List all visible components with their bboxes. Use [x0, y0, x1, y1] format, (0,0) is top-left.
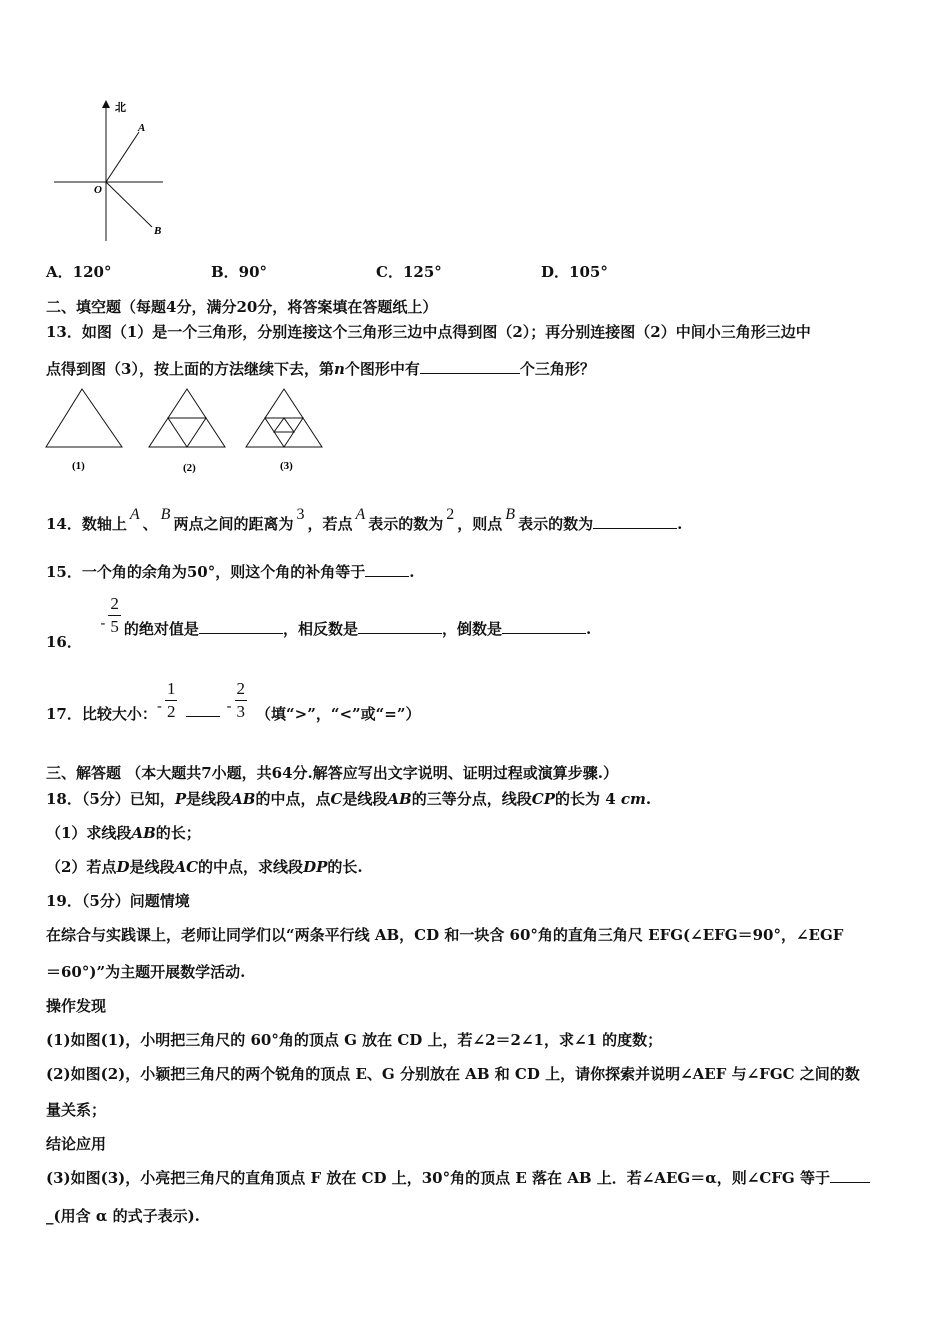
q16-text-3: ，倒数是: [441, 619, 502, 638]
q18-sub1-ab: AB: [131, 824, 156, 842]
section3-title: 三、解答题 （本大题共7小题，共64分.解答应写出文字说明、证明过程或演算步骤.）: [46, 764, 618, 782]
q18-stem: [46, 788, 651, 809]
caption-1: (1): [72, 460, 85, 472]
q17-label: 17．比较大小：: [46, 704, 157, 723]
q14-text-1: 14．数轴上: [46, 515, 127, 533]
q14-end: .: [677, 515, 683, 533]
q14-text-5: ，则点: [457, 515, 503, 533]
q18-text-1: 18．（5分）已知，: [46, 790, 175, 808]
q19-step-2b: 量关系；: [46, 1101, 107, 1119]
q18-ab: AB: [231, 790, 256, 808]
q13-answer-blank[interactable]: [420, 359, 520, 374]
section2-title: 二、填空题（每题4分，满分20分，将答案填在答题纸上）: [46, 298, 438, 316]
q19-step-1: (1)如图(1)，小明把三角尺的 60°角的顶点 G 放在 CD 上，若∠2＝2∠1，求∠1 的度数；: [46, 1031, 663, 1049]
q16-rest: [124, 620, 591, 638]
triangle-figures: [42, 385, 332, 480]
q19-step-3a-text: (3)如图(3)，小亮把三角尺的直角顶点 F 放在 CD 上，30°角的顶点 E 落在 AB 上．若∠AEG＝α，则∠CFG 等于: [46, 1169, 830, 1187]
q18-text-4: 是线段: [342, 790, 388, 808]
q16-frac-den: 5: [110, 617, 119, 636]
q14-three: 3: [296, 506, 305, 523]
option-b: B．90°: [211, 263, 268, 281]
point-o-label: O: [94, 184, 102, 196]
q14-answer-blank[interactable]: [593, 514, 677, 529]
q18-cm: cm: [620, 790, 646, 808]
q18-text-6: 的长为 4: [554, 790, 616, 808]
ray-oa: [106, 132, 139, 182]
q19-title: 19．（5分）问题情境: [46, 892, 190, 910]
q16-negative-sign: -: [100, 613, 106, 632]
q18-sub1-text-a: （1）求线段: [46, 824, 132, 842]
q13-text-a: 点得到图（3），按上面的方法继续下去，第: [46, 360, 334, 378]
triangle-fig-1: [46, 389, 122, 447]
q18-sub2-text-a: （2）若点: [46, 858, 117, 876]
q14-b-2: B: [505, 506, 516, 523]
q19-answer-blank[interactable]: [830, 1168, 870, 1183]
q19-heading-2: 结论应用: [46, 1135, 107, 1153]
q14-b: B: [160, 506, 171, 523]
q16: [46, 593, 592, 651]
q18-sub1: [46, 822, 201, 843]
q16-opposite-blank[interactable]: [358, 619, 442, 634]
q14-sep: 、: [142, 515, 158, 533]
q16-frac-num: 2: [108, 593, 121, 616]
q14-a-2: A: [355, 506, 366, 523]
q18-sub2-text-b: 是线段: [129, 858, 175, 876]
q17-neg-2: -: [226, 696, 232, 715]
q19-intro-2: ＝60°)”为主题开展数学活动.: [46, 963, 246, 981]
q18-d: D: [116, 858, 130, 876]
q17-hint: （填“>”，“<”或“=”）: [256, 704, 421, 723]
q13-text-c: 个三角形？: [519, 360, 595, 378]
q18-sub2-text-c: 的中点，求线段: [198, 858, 304, 876]
q19-intro-1: 在综合与实践课上，老师让同学们以“两条平行线 AB，CD 和一块含 60°角的直角三角尺 EFG(∠EFG＝90°，∠EGF: [46, 926, 844, 944]
q18-sub2: [46, 856, 363, 877]
q18-c: C: [330, 790, 343, 808]
q19-step-3b: [46, 1205, 200, 1226]
q17-f2-num: 2: [235, 678, 248, 701]
point-a-label: A: [138, 122, 146, 134]
triangle-fig-3: [246, 389, 322, 447]
q19-step-3b-text: (用含 α 的式子表示).: [53, 1207, 200, 1225]
q14-text-3: ，若点: [307, 515, 353, 533]
option-c: C．125°: [376, 263, 442, 281]
q19-heading-1: 操作发现: [46, 997, 107, 1015]
q13-line2: [46, 358, 595, 379]
q16-number: 16．: [46, 632, 82, 651]
q15: [46, 561, 414, 582]
point-b-label: B: [154, 225, 162, 237]
q18-ac: AC: [174, 858, 199, 876]
q17-f2-den: 3: [236, 702, 246, 721]
q18-sub1-text-b: 的长；: [155, 824, 201, 842]
q18-ab-2: AB: [387, 790, 412, 808]
q16-abs-blank[interactable]: [199, 619, 283, 634]
q13-line1: 13．如图（1）是一个三角形，分别连接这个三角形三边中点得到图（2）；再分别连接图（2）中间小三角形三边中: [46, 323, 811, 341]
q16-end: .: [585, 619, 592, 638]
q14-text-6: 表示的数为: [518, 515, 594, 533]
q18-text-2: 是线段: [186, 790, 232, 808]
q18-text-3: 的中点，点: [255, 790, 331, 808]
q18-text-7: .: [645, 790, 652, 808]
q14-two: 2: [446, 506, 455, 523]
q18-p: P: [174, 790, 187, 808]
q16-fraction: [108, 593, 121, 638]
q17: [46, 678, 421, 723]
q14: [46, 506, 683, 534]
option-d: D．105°: [541, 263, 608, 281]
north-label: 北: [115, 102, 126, 114]
q17-fraction-2: [235, 678, 248, 723]
q14-text-4: 表示的数为: [368, 515, 444, 533]
q18-sub2-text-d: 的长.: [327, 858, 363, 876]
q17-neg-1: -: [156, 696, 162, 715]
q19-step-3a: [46, 1167, 870, 1188]
q17-fraction-1: [165, 678, 178, 723]
q17-f1-den: 2: [166, 702, 176, 721]
q19-blank-tail: _: [46, 1207, 54, 1225]
caption-3: (3): [280, 460, 293, 472]
q16-reciprocal-blank[interactable]: [502, 619, 586, 634]
q17-answer-blank[interactable]: [186, 702, 220, 717]
q13-n: n: [333, 360, 345, 378]
q19-step-2a: (2)如图(2)，小颖把三角尺的两个锐角的顶点 E、G 分别放在 AB 和 CD 上，请你探索并说明∠AEF 与∠FGC 之间的数: [46, 1065, 860, 1083]
q15-end: .: [409, 563, 415, 581]
q18-text-5: 的三等分点，线段: [411, 790, 532, 808]
q15-text: 15．一个角的余角为50°，则这个角的补角等于: [46, 563, 366, 581]
option-a: A．120°: [46, 263, 112, 281]
q15-answer-blank[interactable]: [365, 562, 409, 577]
q18-cp: CP: [531, 790, 555, 808]
caption-2: (2): [183, 462, 196, 474]
triangle-fig-2: [149, 389, 225, 447]
ray-ob: [106, 182, 152, 227]
q18-dp: DP: [303, 858, 328, 876]
q13-text-b: 个图形中有: [344, 360, 420, 378]
q14-text-2: 两点之间的距离为: [173, 515, 294, 533]
q17-f1-num: 1: [165, 678, 178, 701]
q14-a: A: [129, 506, 140, 523]
q16-text-2: ，相反数是: [282, 619, 358, 638]
compass-figure: [48, 96, 168, 246]
q16-text-1: 的绝对值是: [123, 619, 199, 638]
